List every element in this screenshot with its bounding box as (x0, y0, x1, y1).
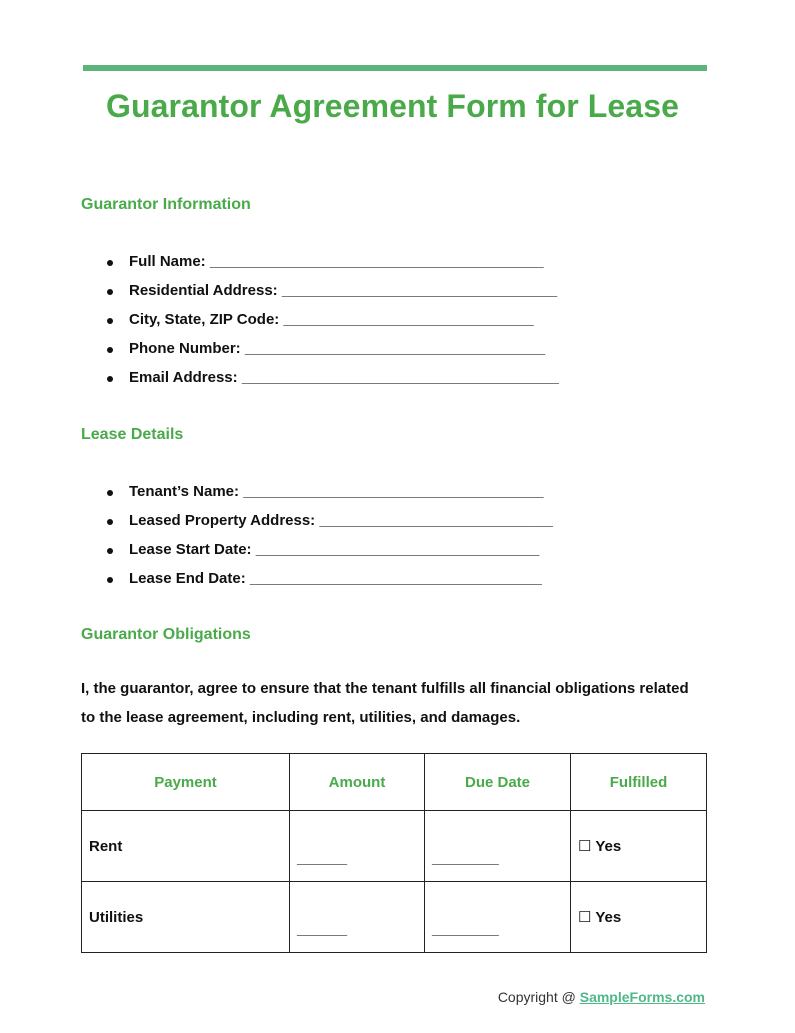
payments-table (81, 753, 707, 953)
field-email-address[interactable]: Email Address: ______________________________________ (81, 368, 559, 397)
table-row (82, 811, 707, 882)
guarantor-information-list (81, 252, 559, 397)
amount-blank[interactable]: ______ (290, 882, 425, 953)
document-title: Guarantor Agreement Form for Lease (105, 88, 679, 124)
footer-copyright (498, 989, 705, 1005)
field-lease-end-date[interactable]: Lease End Date: ___________________________________ (81, 569, 553, 598)
column-header-payment: Payment (82, 754, 290, 811)
bullet-icon (107, 519, 113, 525)
section-heading-guarantor-obligations: Guarantor Obligations (81, 626, 251, 643)
field-leased-property-address[interactable]: Leased Property Address: ____________________________ (81, 511, 553, 540)
field-phone-number[interactable]: Phone Number: ____________________________________ (81, 339, 559, 368)
table-row (82, 882, 707, 953)
field-city-state-zip[interactable]: City, State, ZIP Code: ______________________________ (81, 310, 559, 339)
column-header-amount: Amount (290, 754, 425, 811)
payment-cell: Utilities (82, 882, 290, 953)
bullet-icon (107, 577, 113, 583)
amount-blank[interactable]: ______ (290, 811, 425, 882)
fulfilled-checkbox[interactable] (571, 882, 707, 953)
bullet-icon (107, 347, 113, 353)
lease-details-list (81, 482, 553, 598)
fulfilled-label: Yes (595, 838, 622, 855)
column-header-fulfilled: Fulfilled (571, 754, 707, 811)
obligations-paragraph: I, the guarantor, agree to ensure that the tenant fulfills all financial obligations related to the lease agreement, including rent, utilities, and damages. (81, 680, 689, 726)
bullet-icon (107, 490, 113, 496)
field-full-name[interactable]: Full Name: ________________________________________ (81, 252, 559, 281)
fulfilled-label: Yes (595, 909, 622, 926)
bullet-icon (107, 376, 113, 382)
table-header-row (82, 754, 707, 811)
field-lease-start-date[interactable]: Lease Start Date: __________________________________ (81, 540, 553, 569)
bullet-icon (107, 260, 113, 266)
checkbox-icon[interactable]: ☐ (578, 838, 592, 855)
brand-link[interactable]: SampleForms.com (579, 989, 705, 1005)
due-date-blank[interactable]: ________ (425, 811, 571, 882)
section-heading-guarantor-information: Guarantor Information (81, 196, 251, 213)
fulfilled-checkbox[interactable] (571, 811, 707, 882)
bullet-icon (107, 318, 113, 324)
copyright-text: Copyright @ (497, 989, 580, 1005)
field-tenant-name[interactable]: Tenant’s Name: ____________________________________ (81, 482, 553, 511)
bullet-icon (107, 548, 113, 554)
column-header-due-date: Due Date (425, 754, 571, 811)
checkbox-icon[interactable]: ☐ (578, 909, 592, 926)
field-residential-address[interactable]: Residential Address: _________________________________ (81, 281, 559, 310)
due-date-blank[interactable]: ________ (425, 882, 571, 953)
payment-cell: Rent (82, 811, 290, 882)
top-rule (83, 65, 707, 71)
section-heading-lease-details: Lease Details (81, 426, 184, 443)
bullet-icon (107, 289, 113, 295)
